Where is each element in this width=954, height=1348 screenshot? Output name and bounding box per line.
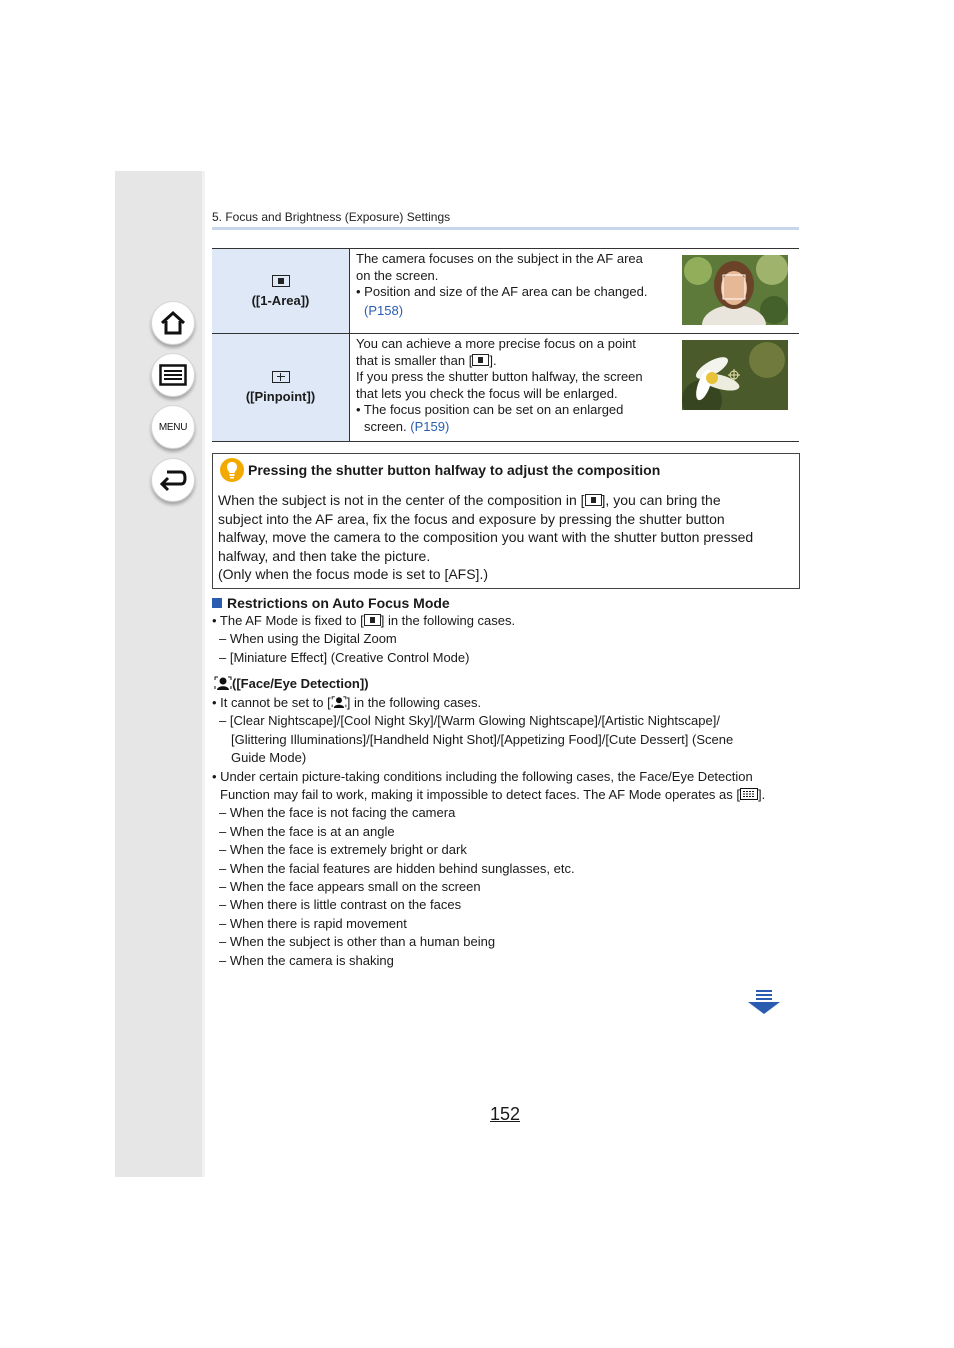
tip-line: halfway, move the camera to the composition you want with the shutter button pressed (218, 529, 754, 545)
desc-line: You can achieve a more precise focus on a point (356, 336, 636, 351)
list-item: – [Miniature Effect] (Creative Control Mode) (219, 649, 470, 665)
one-area-icon (364, 614, 381, 626)
desc-line: that is smaller than [ (356, 352, 473, 368)
desc-bullet-cont: screen. (364, 418, 407, 434)
list-item: – When there is little contrast on the faces (219, 897, 462, 913)
list-item: – When the face appears small on the screen (219, 879, 481, 895)
page-link[interactable]: (P159) (410, 418, 450, 434)
table-row (212, 249, 799, 334)
face-detection-section (212, 694, 765, 970)
one-area-icon (585, 494, 602, 506)
page-link[interactable]: (P158) (364, 302, 404, 318)
return-icon (159, 468, 187, 492)
mode-cell-pinpoint (212, 334, 350, 442)
mode-image-cell (682, 334, 799, 442)
contents-button[interactable] (151, 353, 195, 397)
text: • It cannot be set to [ (212, 695, 331, 710)
tip-box (212, 453, 800, 589)
mode-label: ([1-Area]) (251, 292, 310, 308)
list-item: • Under certain picture-taking conditions including the following cases, the Face/Eye Detection (212, 768, 753, 784)
portrait-photo (682, 255, 788, 325)
desc-bullet: • Position and size of the AF area can be changed. (356, 284, 648, 299)
sidebar-edge (202, 171, 205, 1177)
list-item (212, 694, 765, 712)
menu-label: MENU (158, 421, 188, 433)
face-detection-icon (214, 676, 232, 690)
mode-cell-1-area (212, 249, 350, 334)
fixed-af-section (212, 612, 515, 667)
menu-button[interactable] (151, 405, 195, 449)
list-item: – When the subject is other than a human being (219, 934, 496, 950)
list-item: – When there is rapid movement (219, 915, 407, 931)
list-item: – When the facial features are hidden behind sunglasses, etc. (219, 860, 575, 876)
desc-line: If you press the shutter button halfway, the screen (356, 369, 643, 384)
list-item: – When the face is at an angle (219, 823, 395, 839)
list-item: [Glittering Illuminations]/[Handheld Night Shot]/[Appetizing Food]/[Cute Dessert] (Scene (231, 731, 734, 747)
tip-line: (Only when the focus mode is set to [AFS].) (218, 566, 488, 582)
desc-line: that lets you check the focus will be enlarged. (356, 385, 618, 401)
one-area-icon (472, 354, 489, 366)
square-bullet-icon (212, 598, 222, 608)
list-item: – When using the Digital Zoom (219, 631, 397, 647)
list-item (212, 612, 515, 630)
header-rule (212, 227, 799, 230)
mode-description (350, 334, 683, 442)
pinpoint-icon (272, 371, 290, 383)
mode-description (350, 249, 683, 334)
list-item: Guide Mode) (231, 750, 307, 766)
list-item: – [Clear Nightscape]/[Cool Night Sky]/[Warm Glowing Nightscape]/[Artistic Nightscape]/ (219, 713, 720, 729)
table-row (212, 334, 799, 442)
mode-label: ([Pinpoint]) (245, 389, 316, 404)
tip-line: ], you can bring the (601, 492, 721, 508)
list-item: – When the face is extremely bright or dark (219, 842, 467, 858)
tip-body (218, 491, 794, 584)
next-page-arrow-icon[interactable] (747, 990, 781, 1016)
text: ] in the following cases. (380, 613, 516, 628)
tip-line: subject into the AF area, fix the focus and exposure by pressing the shutter button (218, 510, 725, 527)
tip-line: halfway, and then take the picture. (218, 547, 431, 564)
back-button[interactable] (151, 458, 195, 502)
face-title-text: ([Face/Eye Detection]) (232, 676, 369, 691)
mode-image-cell (682, 249, 799, 334)
restrictions-title (212, 595, 450, 611)
breadcrumb: 5. Focus and Brightness (Exposure) Settings (212, 210, 451, 224)
one-area-icon (272, 275, 290, 287)
tip-line: When the subject is not in the center of the composition in [ (218, 492, 585, 508)
text: ] in the following cases. (346, 695, 482, 710)
text: ]. (758, 787, 766, 803)
list-item: – When the camera is shaking (219, 952, 394, 968)
multi-area-icon (740, 788, 758, 800)
face-detection-icon (331, 696, 347, 708)
desc-line: on the screen. (356, 267, 439, 283)
text: • The AF Mode is fixed to [ (212, 613, 364, 628)
page-number: 152 (490, 1104, 521, 1124)
restrictions-title-text: Restrictions on Auto Focus Mode (227, 595, 450, 611)
desc-line: The camera focuses on the subject in the AF area (356, 251, 643, 266)
list-item: – When the face is not facing the camera (219, 805, 456, 821)
lightbulb-icon (220, 458, 244, 482)
desc-line: ]. (489, 352, 497, 368)
desc-bullet: • The focus position can be set on an enlarged (356, 402, 624, 417)
home-icon (159, 310, 187, 336)
af-mode-table (212, 248, 799, 442)
list-icon (159, 364, 187, 386)
list-item (212, 786, 765, 804)
home-button[interactable] (151, 301, 195, 345)
text: Function may fail to work, making it impossible to detect faces. The AF Mode operates as [ (220, 787, 740, 803)
face-detection-title (214, 676, 369, 691)
tip-title: Pressing the shutter button halfway to adjust the composition (248, 462, 661, 478)
flower-photo (682, 340, 788, 410)
